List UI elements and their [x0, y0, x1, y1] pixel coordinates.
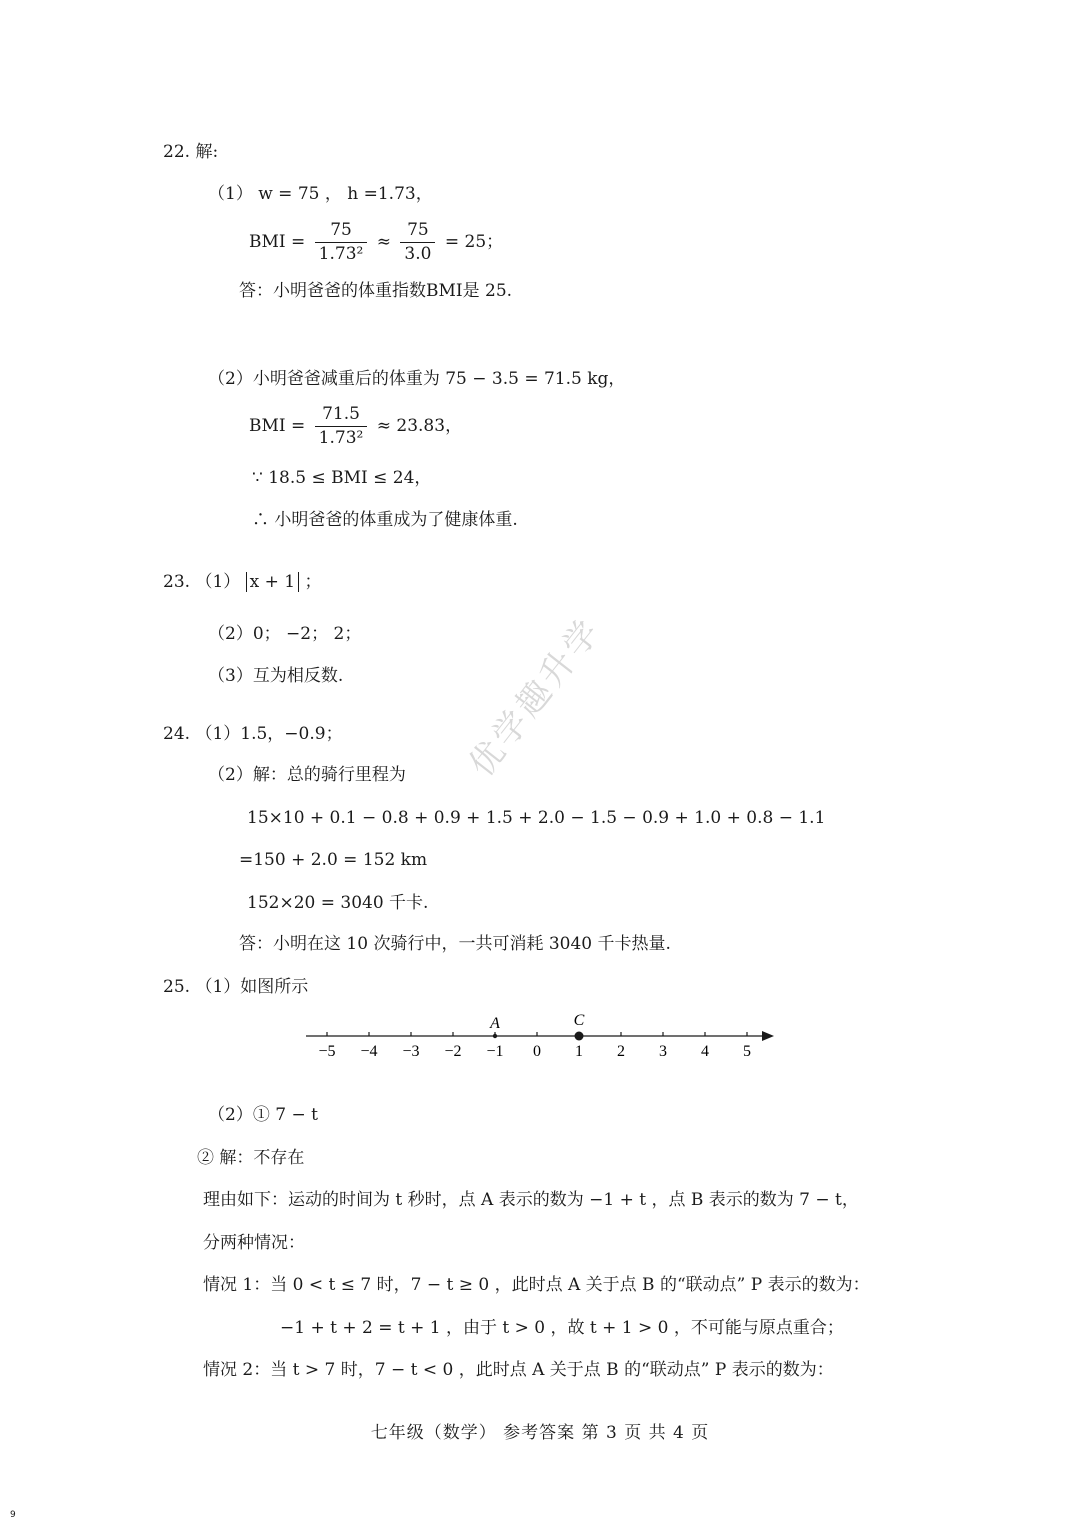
- fraction: [400, 222, 435, 263]
- result: = 25；: [444, 232, 504, 252]
- numerator: 71.5: [315, 406, 368, 427]
- q25-cases-intro: 分两种情况：: [203, 1233, 305, 1253]
- watermark: 优学趣升学: [461, 610, 610, 785]
- numerator: 75: [315, 222, 368, 243]
- q24-expression-1: 15×10 + 0.1 − 0.8 + 0.9 + 1.5 + 2.0 − 1.5 − 0.9 + 1.0 + 0.8 − 1.1: [247, 808, 826, 828]
- q22-part2-line: （2）小明爸爸减重后的体重为 75 − 3.5 = 71.5 kg，: [208, 369, 626, 389]
- bmi-label: BMI =: [249, 416, 306, 436]
- q23-heading-tail: ；: [304, 572, 322, 592]
- page-footer: 七年级（数学） 参考答案 第 3 页 共 4 页: [370, 1423, 710, 1443]
- number-line-tick-label: 0: [533, 1043, 541, 1060]
- denominator: 1.73²: [318, 428, 364, 448]
- result: ≈ 23.83，: [376, 416, 463, 436]
- number-line-tick-label: 4: [701, 1043, 709, 1060]
- number-line-tick-label: −2: [444, 1043, 462, 1060]
- q24-part1: 24. （1）1.5，−0.9；: [163, 724, 343, 744]
- q24-answer: 答：小明在这 10 次骑行中，一共可消耗 3040 千卡热量.: [239, 934, 671, 954]
- numerator: 75: [400, 222, 435, 243]
- q25-part2-2: ② 解：不存在: [197, 1148, 305, 1168]
- number-line-tick-label: −1: [486, 1043, 504, 1060]
- q25-part1: 25. （1）如图所示: [163, 977, 309, 997]
- approx-sign: ≈: [376, 232, 391, 252]
- q25-reason: 理由如下：运动的时间为 t 秒时，点 A 表示的数为 −1 + t ，点 B 表示的数为 7 − t，: [203, 1190, 859, 1210]
- q22-part1-bmi-formula: [249, 222, 503, 263]
- q24-expression-2: =150 + 2.0 = 152 km: [239, 850, 428, 870]
- q25-case-1: 情况 1：当 0 < t ≤ 7 时，7 − t ≥ 0 ，此时点 A 关于点 B 的“联动点” P 表示的数为：: [203, 1275, 870, 1295]
- point-a-marker: [493, 1034, 497, 1038]
- q23-part2: （2）0； −2； 2；: [208, 624, 362, 644]
- point-c-label: C: [573, 1012, 585, 1029]
- bmi-label: BMI =: [249, 232, 306, 252]
- q25-case-1-continued: −1 + t + 2 = t + 1 ，由于 t > 0 ，故 t + 1 > 0 ，不可能与原点重合；: [280, 1318, 844, 1338]
- absolute-value-expression: x + 1: [246, 572, 299, 592]
- q23-heading: 23. （1）: [163, 572, 241, 592]
- point-c-marker: [575, 1032, 584, 1041]
- number-line-figure: [300, 1005, 780, 1065]
- denominator: 1.73²: [318, 244, 364, 264]
- number-line-tick-label: 5: [743, 1043, 751, 1060]
- q22-heading: 22. 解:: [163, 142, 219, 162]
- q24-part2: （2）解：总的骑行里程为: [208, 765, 406, 785]
- q22-therefore-line: ∴ 小明爸爸的体重成为了健康体重.: [252, 510, 518, 530]
- number-line-tick-label: 2: [617, 1043, 625, 1060]
- q22-part1-answer: 答：小明爸爸的体重指数BMI是 25.: [239, 281, 513, 301]
- fraction: [315, 222, 368, 263]
- corner-mark: 9: [10, 1510, 16, 1520]
- q25-case-2: 情况 2：当 t > 7 时，7 − t < 0 ，此时点 A 关于点 B 的“联动点” P 表示的数为：: [203, 1360, 834, 1380]
- number-line-tick-label: 1: [575, 1043, 583, 1060]
- q22-because-line: ∵ 18.5 ≤ BMI ≤ 24，: [252, 468, 432, 488]
- fraction: [315, 406, 368, 447]
- q23-part1: [163, 574, 322, 591]
- number-line-tick-label: −5: [318, 1043, 336, 1060]
- number-line-tick-label: 3: [659, 1043, 667, 1060]
- point-a-label: A: [490, 1015, 500, 1032]
- denominator: 3.0: [404, 244, 432, 264]
- q22-part2-bmi-formula: [249, 406, 462, 447]
- q24-expression-3: 152×20 = 3040 千卡.: [247, 893, 429, 913]
- q23-part3: （3）互为相反数.: [208, 666, 344, 686]
- number-line-tick-label: −4: [360, 1043, 378, 1060]
- arrow-head-icon: [762, 1031, 774, 1041]
- q22-part1-given: （1） w = 75 ， h =1.73，: [208, 184, 433, 204]
- number-line-tick-label: −3: [402, 1043, 420, 1060]
- q25-part2-1: （2）① 7 − t: [208, 1105, 318, 1125]
